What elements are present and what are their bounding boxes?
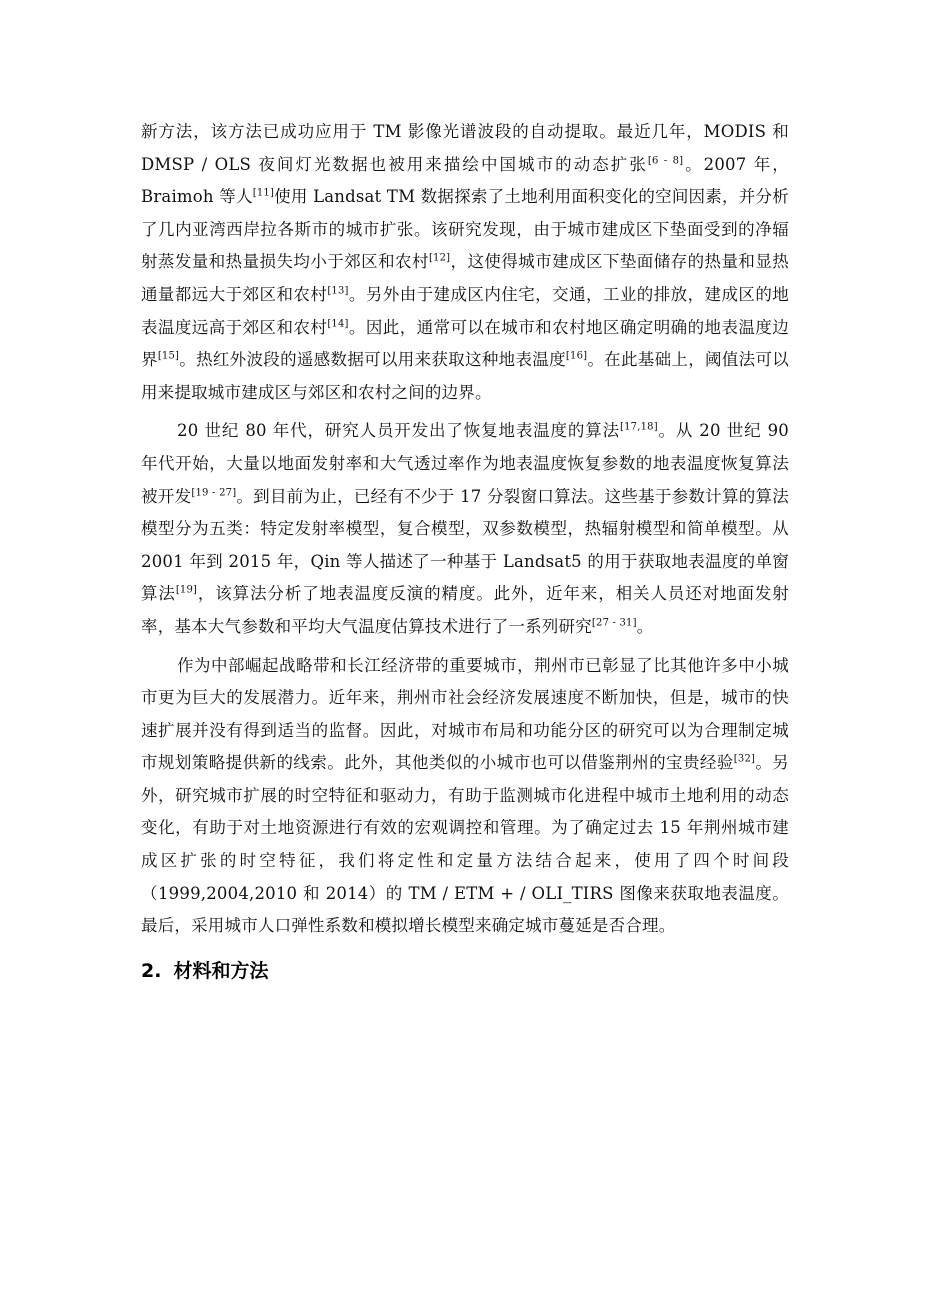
- paragraph-text: 。: [636, 616, 654, 636]
- paragraph-text: ，这使得城市建成区下垫面储存的热量和显热通量都远大于郊区和农村: [141, 252, 790, 304]
- paragraph-text: 。另外由于建成区内住宅，交通，工业的排放，建成区的地表温度远高于郊区和农村: [141, 284, 790, 337]
- paragraph-2: [141, 415, 789, 643]
- citation-ref: [15]: [157, 350, 180, 362]
- citation-ref: [19]: [175, 584, 198, 596]
- citation-ref: [16]: [565, 350, 588, 362]
- paragraph-text: 20 世纪 80 年代，研究人员开发出了恢复地表温度的算法: [177, 421, 620, 441]
- citation-ref: [12]: [428, 252, 451, 264]
- paragraph-text: 。从 20 世纪 90 年代开始，大量以地面发射率和大气透过率作为地表温度恢复参数的地表温度恢复算法被开发: [141, 421, 789, 506]
- paragraph-1: [141, 116, 789, 409]
- paragraph-text: 作为中部崛起战略带和长江经济带的重要城市，荆州市已彰显了比其他许多中小城市更为巨大的发展潜力。近年来，荆州市社会经济发展速度不断加快，但是，城市的快速扩展并没有得到适当的监督。因此，对城市布局和功能分区的研究可以为合理制定城市规划策略提供新的线索。此外，其他类似的小城市也可以借鉴荆州的宝贵经验: [141, 655, 789, 773]
- paragraph-text: 。因此，通常可以在城市和农村地区确定明确的地表温度边界: [141, 317, 790, 370]
- paragraph-text: 使用 Landsat TM 数据探索了土地利用面积变化的空间因素，并分析了几内亚湾西岸拉各斯市的城市扩张。该研究发现，由于城市建成区下垫面受到的净辐射蒸发量和热量损失均小于郊区和农村: [141, 187, 789, 272]
- citation-ref: [17,18]: [619, 421, 658, 433]
- section-title: 材料和方法: [173, 959, 269, 982]
- citation-ref: [14]: [327, 318, 349, 330]
- citation-ref: [13]: [327, 285, 349, 297]
- paragraph-text: 。2007 年，Braimoh 等人: [141, 154, 789, 207]
- paragraph-text: 。在此基础上，阈值法可以用来提取城市建成区与郊区和农村之间的边界。: [141, 350, 789, 402]
- paragraph-3: [141, 650, 789, 943]
- document-page: [141, 116, 789, 987]
- section-number: 2.: [141, 959, 162, 982]
- paragraph-text: 新方法，该方法已成功应用于 TM 影像光谱波段的自动提取。最近几年，MODIS 和 DMSP / OLS 夜间灯光数据也被用来描绘中国城市的动态扩张: [141, 122, 789, 174]
- paragraph-text: 。热红外波段的遥感数据可以用来获取这种地表温度: [179, 350, 566, 370]
- paragraph-text: ，该算法分析了地表温度反演的精度。此外，近年来，相关人员还对地面发射率，基本大气参数和平均大气温度估算技术进行了一系列研究: [141, 584, 789, 636]
- paragraph-text: 。到目前为止，已经有不少于 17 分裂窗口算法。这些基于参数计算的算法模型分为五类：特定发射率模型，复合模型，双参数模型，热辐射模型和简单模型。从 2001 年到 2015 年，Qin 等人描述了一种基于 Landsat5 的用于获取地表温度的单窗算法: [141, 486, 789, 604]
- section-heading: [141, 955, 789, 987]
- citation-ref: [11]: [252, 187, 275, 199]
- citation-ref: [32]: [733, 753, 756, 765]
- citation-ref: [27 - 31]: [591, 617, 637, 629]
- citation-ref: [6 - 8]: [647, 155, 684, 167]
- paragraph-text: 。另外，研究城市扩展的时空特征和驱动力，有助于监测城市化进程中城市土地利用的动态变化，有助于对土地资源进行有效的宏观调控和管理。为了确定过去 15 年荆州城市建成区扩张的时空特征，我们将定性和定量方法结合起来，使用了四个时间段（1999,2004,2010 和 2014）的 TM / ETM + / OLI_TIRS 图像来获取地表温度。最后，采用城市人口弹性系数和模拟增长模型来确定城市蔓延是否合理。: [141, 753, 789, 936]
- citation-ref: [19 - 27]: [191, 487, 237, 499]
